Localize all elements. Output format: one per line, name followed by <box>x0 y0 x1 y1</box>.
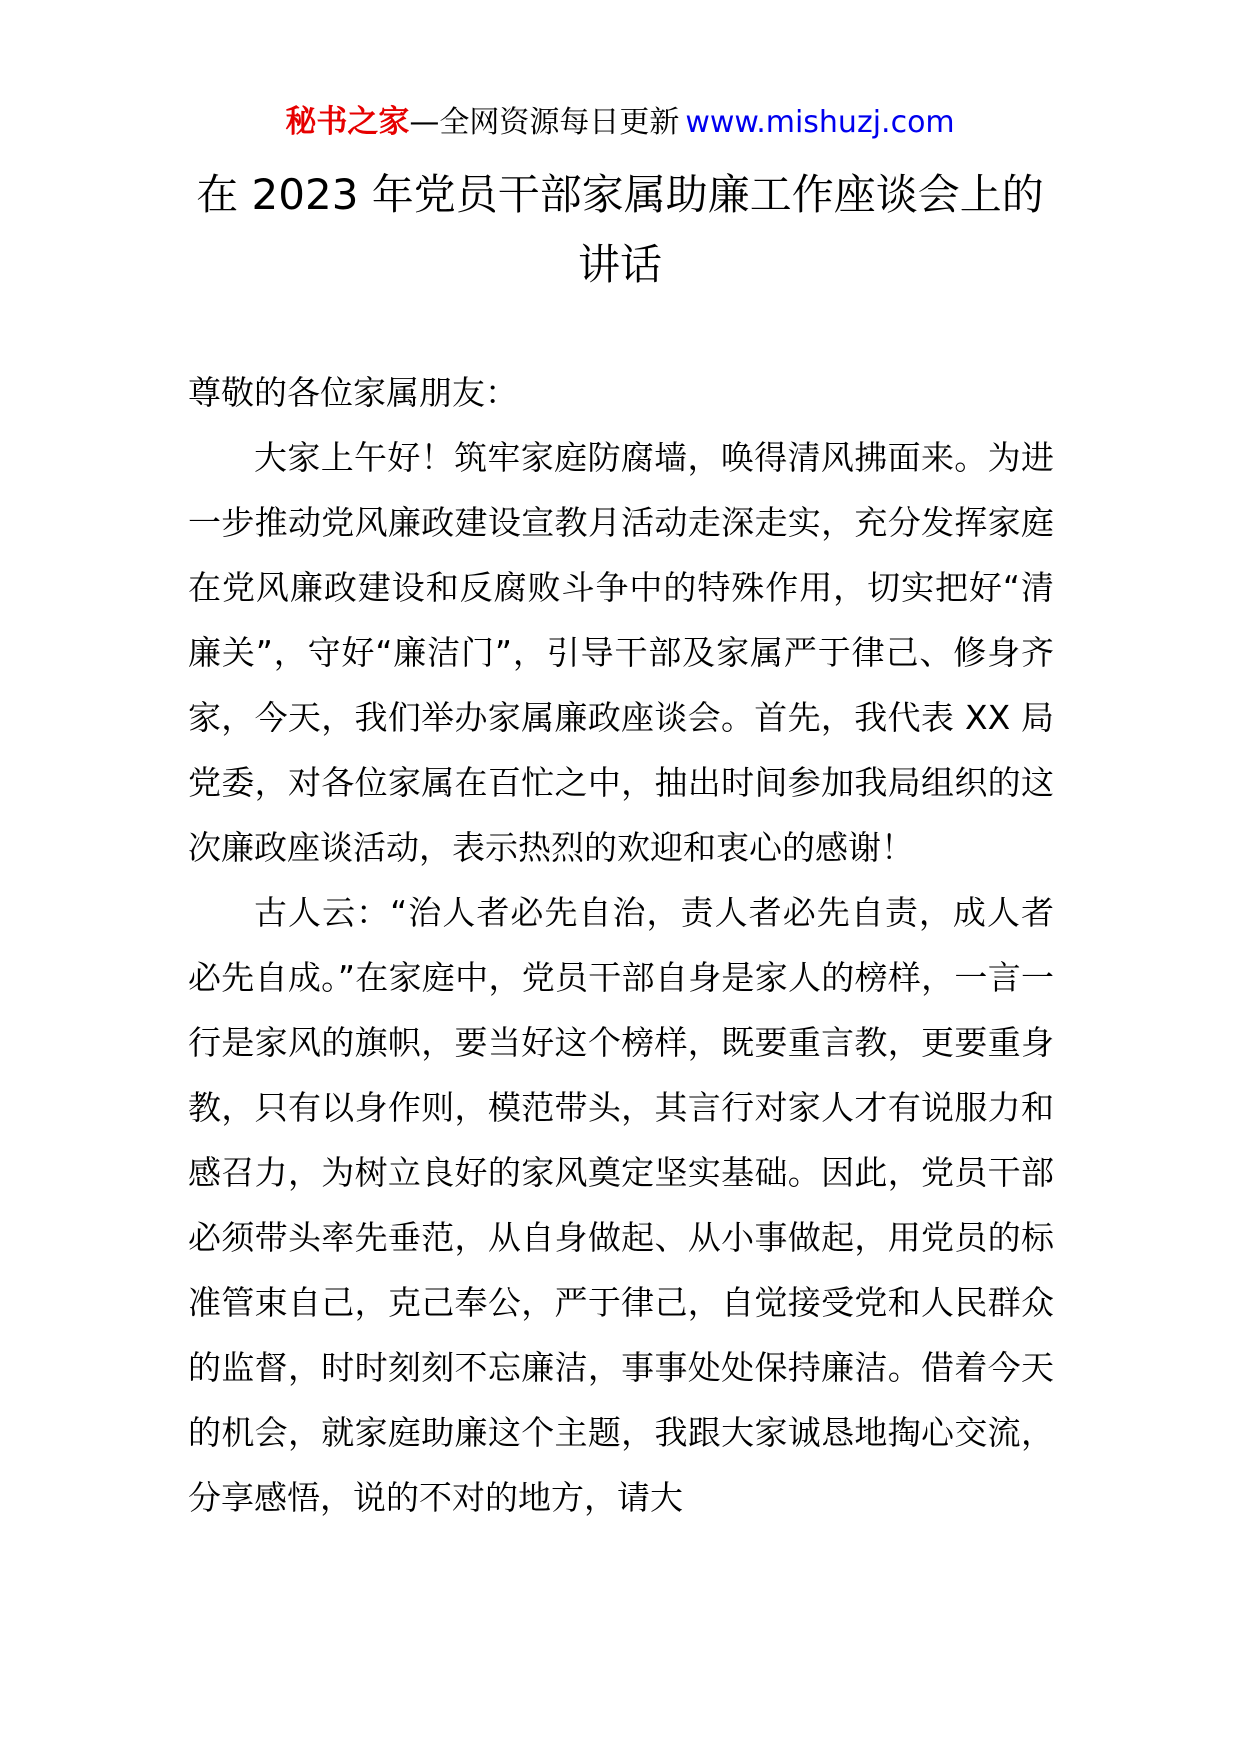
site-url-link[interactable]: www.mishuzj.com <box>685 105 955 140</box>
paragraph: 大家上午好！筑牢家庭防腐墙，唤得清风拂面来。为进一步推动党风廉政建设宣教月活动走深走实，充分发挥家庭在党风廉政建设和反腐败斗争中的特殊作用，切实把好“清廉关”，守好“廉洁门”，引导干部及家属严于律己、修身齐家，今天，我们举办家属廉政座谈会。首先，我代表 XX 局党委，对各位家属在百忙之中，抽出时间参加我局组织的这次廉政座谈活动，表示热烈的欢迎和衷心的感谢！ <box>188 438 1054 867</box>
site-header <box>0 100 1240 145</box>
document-body <box>188 360 1054 1530</box>
site-slogan: —全网资源每日更新 <box>409 105 680 140</box>
document-title: 在 2023 年党员干部家属助廉工作座谈会上的讲话 <box>196 170 1044 289</box>
greeting-line: 尊敬的各位家属朋友： <box>188 373 518 412</box>
site-brand: 秘书之家 <box>285 104 410 140</box>
paragraph: 古人云：“治人者必先自治，责人者必先自责，成人者必先自成。”在家庭中，党员干部自身是家人的榜样，一言一行是家风的旗帜，要当好这个榜样，既要重言教，更要重身教，只有以身作则，模范带头，其言行对家人才有说服力和感召力，为树立良好的家风奠定坚实基础。因此，党员干部必须带头率先垂范，从自身做起、从小事做起，用党员的标准管束自己，克己奉公，严于律己，自觉接受党和人民群众的监督，时时刻刻不忘廉洁，事事处处保持廉洁。借着今天的机会，就家庭助廉这个主题，我跟大家诚恳地掏心交流，分享感悟，说的不对的地方，请大 <box>188 893 1054 1517</box>
